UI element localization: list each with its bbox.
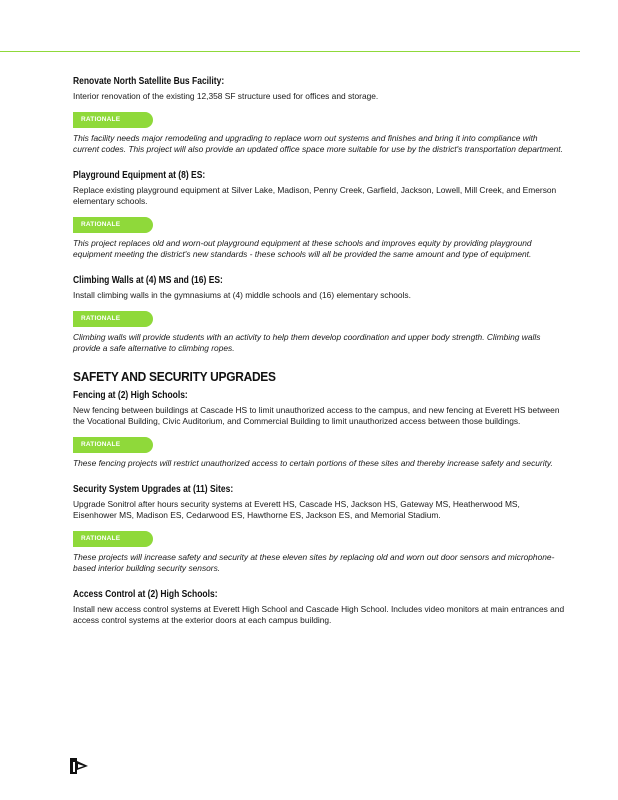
rationale-badge: RATIONALE <box>73 311 153 327</box>
rationale-badge: RATIONALE <box>73 217 153 233</box>
project-description: Install climbing walls in the gymnasiums at (4) middle schools and (16) elementary schools. <box>73 290 411 300</box>
project-title: Fencing at (2) High Schools: <box>73 390 188 401</box>
project-title: Access Control at (2) High Schools: <box>73 589 218 600</box>
project-description: Interior renovation of the existing 12,358 SF structure used for offices and storage. <box>73 91 379 101</box>
project-title: Climbing Walls at (4) MS and (16) ES: <box>73 275 223 286</box>
project-playground-equipment <box>73 170 565 260</box>
page-content <box>73 76 565 641</box>
rationale-badge: RATIONALE <box>73 112 153 128</box>
project-title: Playground Equipment at (8) ES: <box>73 170 206 181</box>
project-renovate-bus-facility <box>73 76 565 155</box>
rationale-badge: RATIONALE <box>73 531 153 547</box>
project-description: Upgrade Sonitrol after hours security systems at Everett HS, Cascade HS, Jackson HS, Gateway MS, Heatherwood MS, Eisenhower MS, Madison ES, Cedarwood ES, Hawthorne ES, Jackson ES, and Memorial Stadium. <box>73 499 520 520</box>
footer-logo-icon <box>68 756 92 776</box>
project-description: New fencing between buildings at Cascade HS to limit unauthorized access to the campus, and new fencing at Everett HS between the Vocational Building, Civic Auditorium, and Commercial Building to limit unauthorized access between those buildings. <box>73 405 560 426</box>
rationale-text: Climbing walls will provide students with an activity to help them develop coordination and upper body strength. Climbing walls provide a safe alternative to climbing ropes. <box>73 332 541 353</box>
project-title: Renovate North Satellite Bus Facility: <box>73 76 225 87</box>
rationale-text: This project replaces old and worn-out playground equipment at these schools and improves equity by providing playground equipment meeting the district's new standards - these schools will all be provided the same amount and type of equipment. <box>73 238 532 259</box>
header-rule <box>0 51 580 52</box>
rationale-text: These fencing projects will restrict unauthorized access to certain portions of these sites and thereby increase safety and security. <box>73 458 553 468</box>
project-security-system <box>73 484 565 574</box>
rationale-text: This facility needs major remodeling and upgrading to replace worn out systems and finishes and bring it into compliance with current codes. This project will also provide an updated office space more suitable for use by the district's transportation department. <box>73 133 563 154</box>
rationale-text: These projects will increase safety and security at these eleven sites by replacing old and worn out door sensors and microphone-based interior building security sensors. <box>73 552 555 573</box>
project-fencing <box>73 390 565 469</box>
project-access-control <box>73 589 565 626</box>
project-description: Replace existing playground equipment at Silver Lake, Madison, Penny Creek, Garfield, Jackson, Lowell, Mill Creek, and Emerson elementary schools. <box>73 185 557 206</box>
project-title: Security System Upgrades at (11) Sites: <box>73 484 234 495</box>
rationale-badge: RATIONALE <box>73 437 153 453</box>
project-description: Install new access control systems at Everett High School and Cascade High School. Includes video monitors at main entrances and access control systems at the exterior doors at each campus building. <box>73 604 565 625</box>
section-heading: SAFETY AND SECURITY UPGRADES <box>73 369 276 384</box>
project-climbing-walls <box>73 275 565 354</box>
